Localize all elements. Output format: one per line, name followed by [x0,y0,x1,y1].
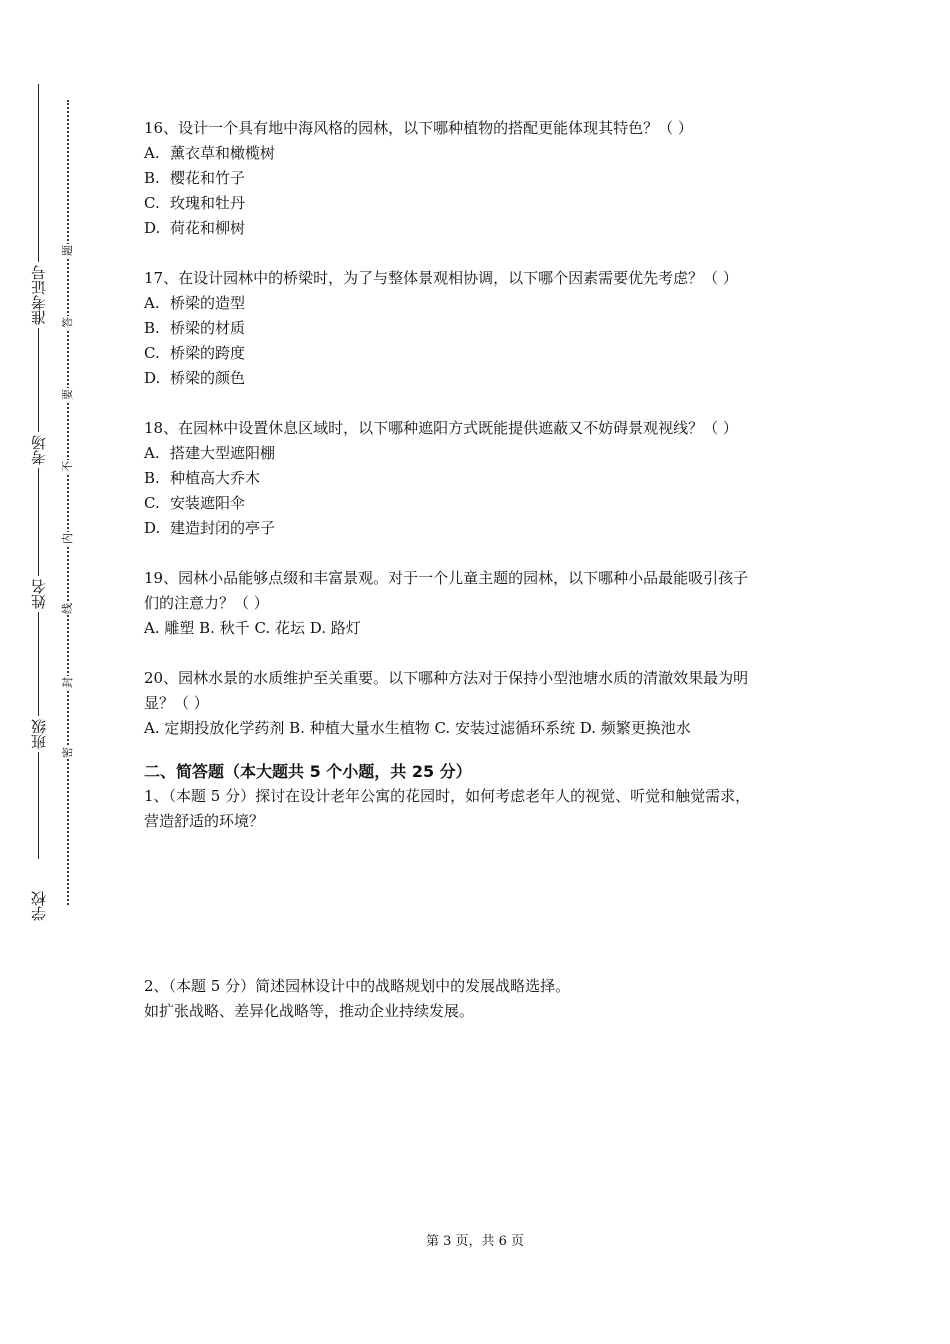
option-b: B. 种植高大乔木 [144,469,261,487]
option-b: B. 桥梁的材质 [144,319,246,337]
short-answer-2-line-1: 2、（本题 5 分）简述园林设计中的战略规划中的发展战略选择。 [144,977,571,995]
option-c: C. 安装遮阳伞 [144,494,246,512]
inline-options: A. 雕塑 B. 秋千 C. 花坛 D. 路灯 [144,619,361,637]
question-20 [144,666,812,741]
option-c: C. 玫瑰和牡丹 [144,194,246,212]
question-text-line-2: 显？（ ） [144,694,209,712]
question-text: 16、设计一个具有地中海风格的园林，以下哪种植物的搭配更能体现其特色？（ ） [144,119,693,137]
school-label: 学校 [32,888,46,924]
short-answer-2-line-2: 如扩张战略、差异化战略等，推动企业持续发展。 [144,1002,475,1020]
page-footer: 第 3 页，共 6 页 [425,1234,525,1249]
question-text-line-1: 19、园林小品能够点缀和丰富景观。对于一个儿童主题的园林，以下哪种小品最能吸引孩子 [144,569,749,587]
exam-id-label: 准考证号 [32,262,46,328]
answer-space [144,834,812,974]
seal-char-feng: 封 [61,677,74,688]
seal-char-xian: 线 [61,603,74,614]
option-d: D. 建造封闭的亭子 [144,519,276,537]
seal-char-mi: 密 [61,747,74,758]
option-c: C. 桥梁的跨度 [144,344,246,362]
seal-char-yao: 要 [61,389,74,400]
class-label: 班级 [32,716,46,752]
exam-room-label: 考场 [32,432,46,468]
seal-char-da: 答 [61,317,74,328]
question-text: 18、在园林中设置休息区域时，以下哪种遮阳方式既能提供遮蔽又不妨碍景观视线？（ ） [144,419,738,437]
seal-char-bu: 不 [61,461,74,472]
option-d: D. 桥梁的颜色 [144,369,246,387]
short-answer-1-line-2: 营造舒适的环境？ [144,812,265,830]
question-17 [144,266,812,391]
exam-content [144,116,812,1024]
seal-char-ti: 题 [61,245,74,256]
name-label: 姓名 [32,576,46,612]
short-answer-1-line-1: 1、（本题 5 分）探讨在设计老年公寓的花园时，如何考虑老年人的视觉、听觉和触觉需求， [144,787,751,805]
option-b: B. 樱花和竹子 [144,169,246,187]
option-d: D. 荷花和柳树 [144,219,246,237]
option-a: A. 搭建大型遮阳棚 [144,444,276,462]
option-a: A. 薰衣草和橄榄树 [144,144,276,162]
question-19 [144,566,812,641]
question-text: 17、在设计园林中的桥梁时，为了与整体景观相协调，以下哪个因素需要优先考虑？（ ） [144,269,738,287]
seal-char-nei: 内 [61,533,74,544]
option-a: A. 桥梁的造型 [144,294,246,312]
question-text-line-1: 20、园林水景的水质维护至关重要。以下哪种方法对于保持小型池塘水质的清澈效果最为明 [144,669,749,687]
question-16 [144,116,812,241]
question-text-line-2: 们的注意力？（ ） [144,594,269,612]
seal-dotted-line [67,100,69,905]
inline-options: A. 定期投放化学药剂 B. 种植大量水生植物 C. 安装过滤循环系统 D. 频繁更换池水 [144,719,691,737]
section-title: 二、简答题（本大题共 5 个小题，共 25 分） [144,762,472,781]
question-18 [144,416,812,541]
